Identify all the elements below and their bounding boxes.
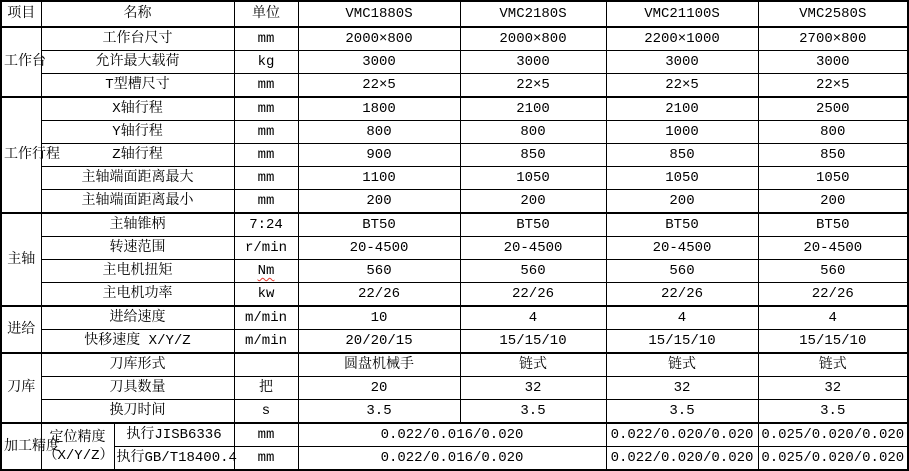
table-row (1, 353, 908, 377)
table-row (1, 167, 908, 190)
value-cell: 4 (460, 306, 606, 330)
unit-cell: mm (234, 167, 298, 190)
group-label-travel: 工作行程 (1, 97, 41, 213)
header-item: 项目 (1, 1, 41, 27)
value-cell: 15/15/10 (460, 330, 606, 354)
value-cell: 3000 (460, 51, 606, 74)
value-cell-merged: 0.022/0.016/0.020 (298, 447, 606, 471)
value-cell: 1800 (298, 97, 460, 121)
value-cell: 2700×800 (758, 27, 908, 51)
unit-cell: 7:24 (234, 213, 298, 237)
unit-cell: mm (234, 97, 298, 121)
unit-cell: kw (234, 283, 298, 307)
table-row (1, 190, 908, 214)
model-header: VMC2180S (460, 1, 606, 27)
header-unit: 单位 (234, 1, 298, 27)
unit-cell (234, 353, 298, 377)
value-cell: 15/15/10 (606, 330, 758, 354)
value-cell: 560 (758, 260, 908, 283)
value-cell: 800 (758, 121, 908, 144)
value-cell: 4 (758, 306, 908, 330)
table-row (1, 423, 908, 447)
value-cell: 3000 (758, 51, 908, 74)
value-cell: 0.022/0.020/0.020 (606, 447, 758, 471)
unit-cell: kg (234, 51, 298, 74)
header-name: 名称 (41, 1, 234, 27)
table-row (1, 400, 908, 424)
spec-name: 转速范围 (41, 237, 234, 260)
value-cell: 560 (606, 260, 758, 283)
model-header: VMC1880S (298, 1, 460, 27)
value-cell: 20-4500 (606, 237, 758, 260)
value-cell: 200 (606, 190, 758, 214)
unit-cell: mm (234, 144, 298, 167)
unit-cell: m/min (234, 330, 298, 354)
value-cell-merged: 0.022/0.016/0.020 (298, 423, 606, 447)
spec-name: 工作台尺寸 (41, 27, 234, 51)
group-label-feed: 进给 (1, 306, 41, 353)
table-row (1, 447, 908, 471)
spec-name: 快移速度 X/Y/Z (41, 330, 234, 354)
value-cell: 200 (460, 190, 606, 214)
value-cell: 20-4500 (460, 237, 606, 260)
table-row (1, 74, 908, 98)
group-label-accuracy: 加工精度 (1, 423, 41, 470)
value-cell: 20/20/15 (298, 330, 460, 354)
spec-name: 刀库形式 (41, 353, 234, 377)
value-cell: 850 (758, 144, 908, 167)
unit-cell: r/min (234, 237, 298, 260)
unit-cell: mm (234, 190, 298, 214)
table-row (1, 97, 908, 121)
value-cell: 1050 (606, 167, 758, 190)
position-accuracy-line1: 定位精度 (49, 429, 106, 446)
value-cell: BT50 (298, 213, 460, 237)
value-cell: 3.5 (606, 400, 758, 424)
spec-name: X轴行程 (41, 97, 234, 121)
value-cell: BT50 (460, 213, 606, 237)
value-cell: 20 (298, 377, 460, 400)
value-cell: 3.5 (460, 400, 606, 424)
unit-cell: mm (234, 74, 298, 98)
table-row (1, 330, 908, 354)
value-cell: 2200×1000 (606, 27, 758, 51)
value-cell: 3.5 (758, 400, 908, 424)
position-accuracy-line2: （X/Y/Z） (43, 447, 114, 464)
value-cell: 22×5 (758, 74, 908, 98)
table-row (1, 283, 908, 307)
value-cell: 10 (298, 306, 460, 330)
model-header: VMC2580S (758, 1, 908, 27)
value-cell: 1100 (298, 167, 460, 190)
value-cell: 850 (606, 144, 758, 167)
table-header-row (1, 1, 908, 27)
value-cell: 2000×800 (460, 27, 606, 51)
spec-name: 执行GB/T18400.4 (114, 447, 234, 471)
value-cell: BT50 (758, 213, 908, 237)
table-row (1, 27, 908, 51)
value-cell: 32 (606, 377, 758, 400)
table-row (1, 306, 908, 330)
value-cell: 1050 (758, 167, 908, 190)
value-cell: 850 (460, 144, 606, 167)
spec-name: 主电机扭矩 (41, 260, 234, 283)
spec-name: 主轴端面距离最小 (41, 190, 234, 214)
spec-name: 允许最大载荷 (41, 51, 234, 74)
group-label-toolmagazine: 刀库 (1, 353, 41, 423)
spec-name: Z轴行程 (41, 144, 234, 167)
value-cell: 32 (758, 377, 908, 400)
value-cell: 0.025/0.020/0.020 (758, 423, 908, 447)
value-cell: 15/15/10 (758, 330, 908, 354)
value-cell: 2000×800 (298, 27, 460, 51)
table-row (1, 260, 908, 283)
value-cell: 560 (460, 260, 606, 283)
value-cell: 22×5 (298, 74, 460, 98)
table-row (1, 377, 908, 400)
value-cell: 3000 (606, 51, 758, 74)
value-cell: 20-4500 (298, 237, 460, 260)
table-row (1, 144, 908, 167)
value-cell: 200 (298, 190, 460, 214)
value-cell: 2500 (758, 97, 908, 121)
unit-cell: m/min (234, 306, 298, 330)
unit-cell: 把 (234, 377, 298, 400)
value-cell: 800 (298, 121, 460, 144)
value-cell: 1050 (460, 167, 606, 190)
value-cell: 2100 (460, 97, 606, 121)
value-cell: 3.5 (298, 400, 460, 424)
value-cell: 1000 (606, 121, 758, 144)
model-header: VMC21100S (606, 1, 758, 27)
value-cell: 22×5 (606, 74, 758, 98)
spec-name: 换刀时间 (41, 400, 234, 424)
table-row (1, 121, 908, 144)
spec-name: Y轴行程 (41, 121, 234, 144)
value-cell: 800 (460, 121, 606, 144)
value-cell: 22/26 (298, 283, 460, 307)
spec-name: 刀具数量 (41, 377, 234, 400)
position-accuracy-label (41, 423, 114, 470)
unit-cell: mm (234, 423, 298, 447)
value-cell: 链式 (460, 353, 606, 377)
unit-cell: mm (234, 447, 298, 471)
unit-cell: mm (234, 27, 298, 51)
group-label-worktable: 工作台 (1, 27, 41, 97)
spec-name: T型槽尺寸 (41, 74, 234, 98)
value-cell: 200 (758, 190, 908, 214)
unit-cell-spellcheck: Nm (234, 260, 298, 283)
spec-name: 主电机功率 (41, 283, 234, 307)
value-cell: 32 (460, 377, 606, 400)
value-cell: BT50 (606, 213, 758, 237)
group-label-spindle: 主轴 (1, 213, 41, 306)
table-row (1, 51, 908, 74)
value-cell: 22/26 (460, 283, 606, 307)
table-row (1, 213, 908, 237)
spec-name: 执行JISB6336 (114, 423, 234, 447)
value-cell: 22×5 (460, 74, 606, 98)
value-cell: 560 (298, 260, 460, 283)
value-cell: 圆盘机械手 (298, 353, 460, 377)
spec-name: 主轴锥柄 (41, 213, 234, 237)
table-row (1, 237, 908, 260)
value-cell: 20-4500 (758, 237, 908, 260)
value-cell: 3000 (298, 51, 460, 74)
value-cell: 4 (606, 306, 758, 330)
unit-cell: s (234, 400, 298, 424)
value-cell: 22/26 (758, 283, 908, 307)
value-cell: 22/26 (606, 283, 758, 307)
spec-name: 主轴端面距离最大 (41, 167, 234, 190)
value-cell: 链式 (606, 353, 758, 377)
value-cell: 0.022/0.020/0.020 (606, 423, 758, 447)
value-cell: 链式 (758, 353, 908, 377)
value-cell: 900 (298, 144, 460, 167)
spec-name: 进给速度 (41, 306, 234, 330)
value-cell: 0.025/0.020/0.020 (758, 447, 908, 471)
value-cell: 2100 (606, 97, 758, 121)
unit-cell: mm (234, 121, 298, 144)
